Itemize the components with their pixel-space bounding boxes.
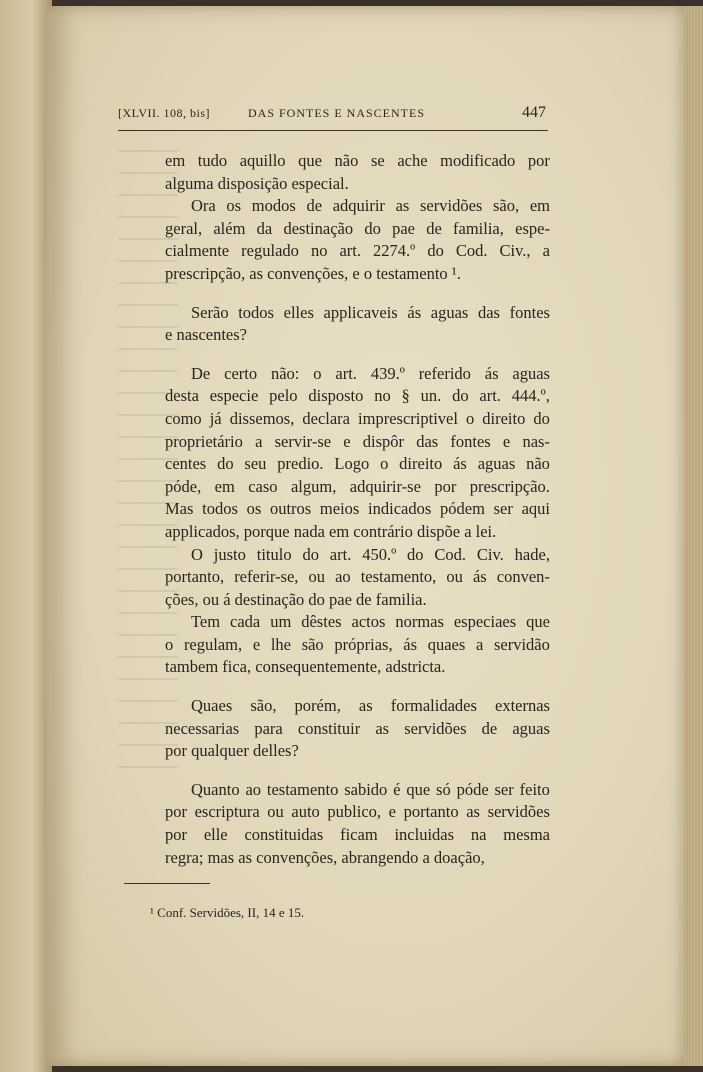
text-line: applicados, porque nada em contrário dispõe a lei.	[165, 521, 497, 541]
text-line: desta especie pelo disposto no § un. do art. 444.º,	[165, 386, 550, 406]
header-rule	[118, 130, 548, 131]
text-line: Quanto ao testamento sabido é que só póde ser feito	[191, 779, 550, 799]
text-line: por elle constituidas ficam incluidas na mesma	[165, 825, 550, 845]
paragraph	[165, 302, 550, 347]
footnote-rule	[124, 883, 210, 884]
paragraph-gap	[165, 286, 550, 302]
paragraph	[165, 695, 550, 763]
text-line: cialmente regulado no art. 2274.º do Cod. Civ., a	[165, 241, 550, 261]
paragraph	[165, 150, 550, 195]
text-line: em tudo aquillo que não se ache modificado por	[165, 151, 550, 170]
text-line: proprietário a servir-se e dispôr das fontes e nas-	[165, 431, 550, 451]
text-line: Ora os modos de adquirir as servidões são, em	[191, 196, 550, 216]
text-line: necessarias para constituir as servidões de aguas	[165, 718, 550, 738]
page-stack-edge	[684, 6, 703, 1066]
paragraph	[165, 544, 550, 612]
text-line: geral, além da destinação do pae de familia, espe-	[165, 218, 550, 238]
text-line: De certo não: o art. 439.º referido ás aguas	[191, 363, 550, 383]
text-line: e nascentes?	[165, 325, 247, 345]
body-text	[165, 150, 550, 869]
paragraph-gap	[165, 347, 550, 363]
text-line: por qualquer delles?	[165, 741, 299, 761]
text-line: Mas todos os outros meios indicados pódem ser aqui	[165, 499, 550, 519]
text-line: Quaes são, porém, as formalidades externas	[191, 696, 550, 716]
text-line: tambem fica, consequentemente, adstricta.	[165, 657, 446, 677]
text-line: ções, ou á destinação do pae de familia.	[165, 589, 427, 609]
paragraph-gap	[165, 679, 550, 695]
running-header	[118, 104, 550, 126]
header-section-ref: [XLVII. 108, bis]	[118, 106, 211, 120]
text-line: alguma disposição especial.	[165, 173, 349, 193]
footnote: ¹ Conf. Servidões, II, 14 e 15.	[150, 905, 305, 920]
text-line: póde, em caso algum, adquirir-se por prescripção.	[165, 476, 550, 496]
paragraph	[165, 611, 550, 679]
text-line: centes do seu predio. Logo o direito ás aguas não	[165, 454, 550, 474]
text-line: O justo titulo do art. 450.º do Cod. Civ. hade,	[191, 544, 550, 564]
text-line: o regulam, e lhe são próprias, ás quaes a servidão	[165, 634, 550, 654]
paragraph-gap	[165, 763, 550, 779]
text-line: portanto, referir-se, ou ao testamento, ou ás conven-	[165, 567, 550, 587]
text-line: como já dissemos, declara imprescriptivel o direito do	[165, 408, 550, 428]
paragraph	[165, 779, 550, 869]
text-line: prescripção, as convenções, e o testamento ¹.	[165, 263, 461, 283]
paragraph	[165, 363, 550, 544]
paragraph	[165, 195, 550, 285]
text-line: Serão todos elles applicaveis ás aguas das fontes	[191, 302, 550, 322]
text-line: Tem cada um dêstes actos normas especiaes que	[191, 612, 550, 632]
header-title: DAS FONTES E NASCENTES	[248, 106, 426, 120]
text-line: regra; mas as convenções, abrangendo a doação,	[165, 847, 485, 867]
text-line: por escriptura ou auto publico, e portanto as servidões	[165, 802, 550, 822]
facing-page-edge	[0, 0, 52, 1072]
page-number: 447	[522, 104, 546, 121]
